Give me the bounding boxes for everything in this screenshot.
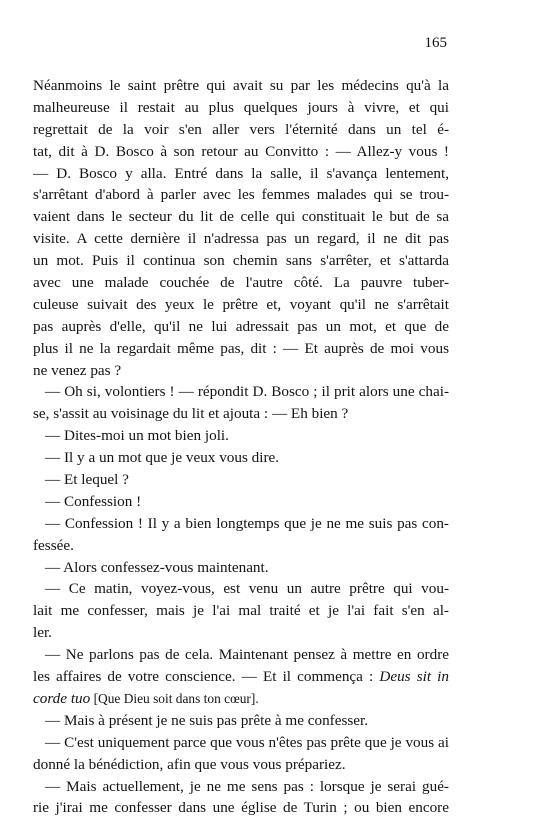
text-line <box>33 316 449 338</box>
text-line <box>33 119 449 141</box>
text-segment: — Mais actuellement, je ne me sens pas : lorsque je serai gué- <box>45 777 449 795</box>
text-line <box>33 644 449 666</box>
italic-text: Deus sit in <box>379 668 449 686</box>
text-line <box>33 425 449 447</box>
text-line <box>33 754 449 776</box>
text-line <box>33 513 449 535</box>
text-segment: — Dites-moi un mot bien joli. <box>45 427 229 445</box>
text-line <box>33 360 449 382</box>
text-segment: — Confession ! Il y a bien longtemps que je ne me suis pas con- <box>45 514 449 532</box>
text-segment: — Alors confessez-vous maintenant. <box>45 558 269 576</box>
text-segment: — Et lequel ? <box>45 471 129 489</box>
text-segment: les affaires de votre conscience. — Et il commença : <box>33 668 380 686</box>
text-line <box>33 469 449 491</box>
text-line <box>33 97 449 119</box>
text-line <box>33 141 449 163</box>
text-line <box>33 491 449 513</box>
text-segment: regrettait de la voir s'en aller vers l'éternité dans un tel é- <box>33 120 449 138</box>
text-line <box>33 163 449 185</box>
text-segment: rie j'irai me confesser dans une église de Turin ; ou bien encore <box>33 799 449 817</box>
text-segment: visite. A cette dernière il n'adressa pas un regard, il ne dit pas <box>33 230 449 248</box>
text-line <box>33 688 449 710</box>
text-segment: tat, dit à D. Bosco à son retour au Convitto : — Allez-y vous ! <box>33 142 449 160</box>
text-line <box>33 776 449 798</box>
text-line <box>33 184 449 206</box>
text-segment: — Il y a un mot que je veux vous dire. <box>45 449 280 467</box>
text-line <box>33 75 449 97</box>
text-segment: — C'est uniquement parce que vous n'êtes pas prête que je vous ai <box>45 733 449 751</box>
text-segment: — Confession ! <box>45 492 142 510</box>
text-segment: — D. Bosco y alla. Entré dans la salle, il s'avança lentement, <box>33 164 449 182</box>
text-segment: ne venez pas ? <box>33 361 122 379</box>
text-line <box>33 250 449 272</box>
text-segment: Néanmoins le saint prêtre qui avait su par les médecins qu'à la <box>33 77 449 94</box>
text-line <box>33 710 449 732</box>
text-line <box>33 447 449 469</box>
text-line <box>33 338 449 360</box>
text-segment: vaient dans le secteur du lit de celle qui constituait le but de sa <box>33 208 449 226</box>
translation-note: [Que Dieu soit dans ton cœur]. <box>90 690 259 706</box>
text-segment: lait me confesser, mais je l'ai mal traité et je l'ai fait s'en al- <box>33 602 449 620</box>
text-segment: — Oh si, volontiers ! — répondit D. Bosco ; il prit alors une chai- <box>45 383 449 401</box>
text-line <box>33 294 449 316</box>
text-line <box>33 578 449 600</box>
text-line <box>33 206 449 228</box>
text-segment: avec une malade couchée de l'autre côté. La pauvre tuber- <box>33 274 449 292</box>
text-segment: plus il ne la regardait même pas, dit : — Et auprès de moi vous <box>33 339 449 357</box>
text-line <box>33 557 449 579</box>
text-segment: malheureuse il restait au plus quelques jours à vivre, et qui <box>33 98 449 116</box>
text-line <box>33 622 449 644</box>
text-segment: culeuse suivait des yeux le prêtre et, voyant qu'il ne s'arrêtait <box>33 295 449 313</box>
text-segment: un mot. Puis il continua son chemin sans s'arrêter, et s'attarda <box>33 252 449 270</box>
text-line <box>33 797 449 819</box>
text-segment: fessée. <box>33 536 74 554</box>
text-line <box>33 600 449 622</box>
body-text <box>33 75 449 819</box>
text-segment: — Ce matin, voyez-vous, est venu un autre prêtre qui vou- <box>45 580 449 598</box>
text-line <box>33 228 449 250</box>
text-line <box>33 535 449 557</box>
text-segment: s'arrêtant d'abord à parler avec les femmes malades qui se trou- <box>33 186 449 204</box>
text-line <box>33 666 449 688</box>
text-segment: se, s'assit au voisinage du lit et ajouta : — Eh bien ? <box>33 405 349 423</box>
italic-text: corde tuo <box>33 689 91 707</box>
text-segment: ler. <box>33 624 52 642</box>
text-segment: — Mais à présent je ne suis pas prête à me confesser. <box>45 711 369 729</box>
text-segment: pas auprès d'elle, qu'il ne lui adressait pas un mot, et que de <box>33 317 449 335</box>
text-line <box>33 381 449 403</box>
text-line <box>33 272 449 294</box>
text-segment: — Ne parlons pas de cela. Maintenant pensez à mettre en ordre <box>45 646 449 664</box>
text-segment: donné la bénédiction, afin que vous vous prépariez. <box>33 755 346 773</box>
text-line <box>33 732 449 754</box>
page-number: 165 <box>424 35 447 51</box>
text-line <box>33 403 449 425</box>
